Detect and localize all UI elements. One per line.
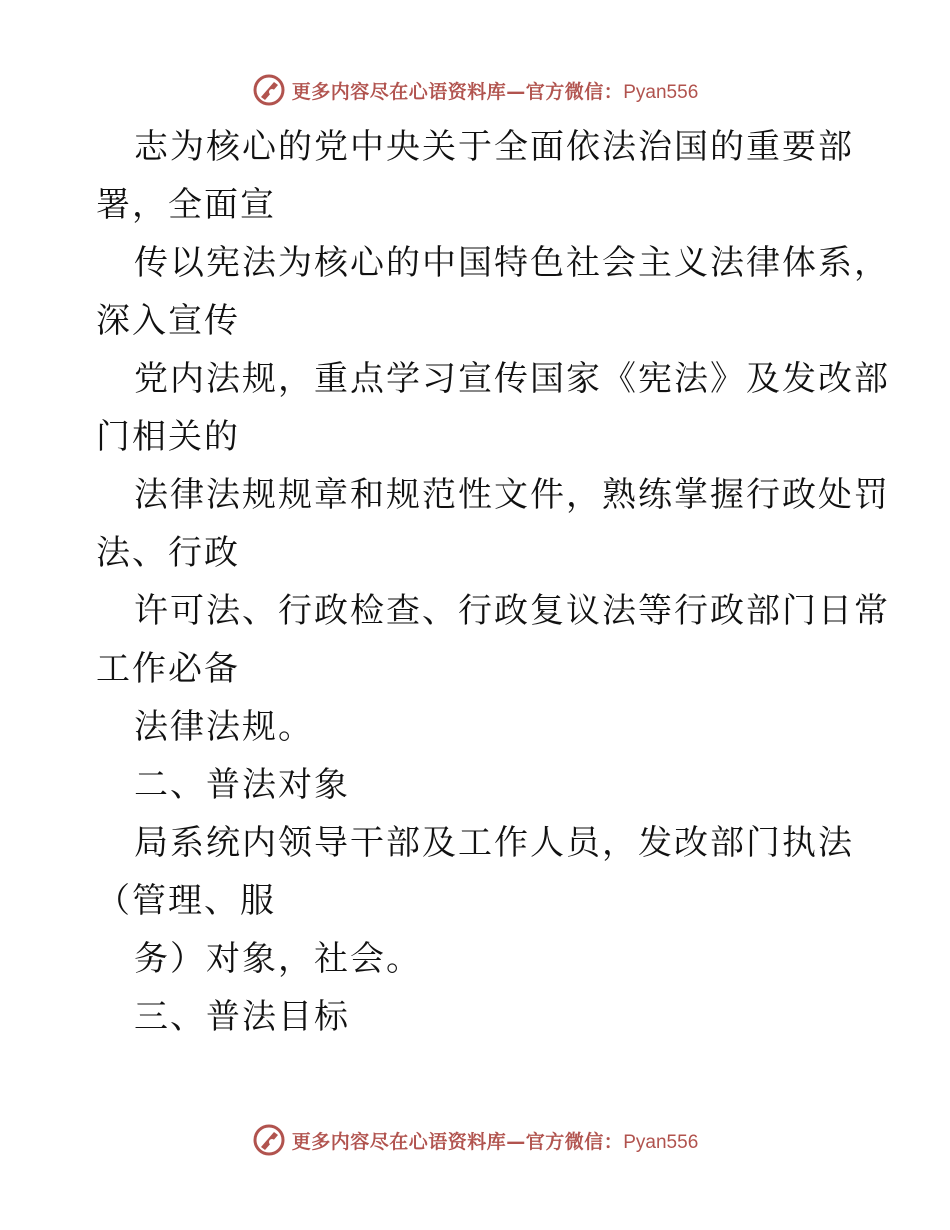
footer-watermark-text [292,1127,699,1154]
pen-seal-icon [252,1123,286,1157]
header-watermark-text [292,77,699,104]
footer-watermark-cn: 更多内容尽在心语资料库—官方微信： [291,1130,624,1153]
body-line: 二、普法对象 [134,765,350,805]
body-line: 工作必备 [96,649,240,689]
body-line: （管理、服 [96,881,276,921]
document-body [96,118,896,1046]
body-line: 党内法规，重点学习宣传国家《宪法》及发改部 [134,359,890,399]
footer-watermark [0,1120,950,1160]
body-line: 许可法、行政检查、行政复议法等行政部门日常 [134,591,890,631]
body-line: 深入宣传 [96,301,240,341]
body-line: 务）对象，社会。 [134,939,422,979]
body-line: 署，全面宣 [96,185,276,225]
header-watermark-id: Pyan556 [623,81,699,103]
body-line: 法、行政 [96,533,240,573]
body-line: 法律法规规章和规范性文件，熟练掌握行政处罚 [134,475,890,515]
header-watermark [0,70,950,110]
body-line: 门相关的 [96,417,240,457]
footer-watermark-id: Pyan556 [623,1131,699,1153]
pen-seal-icon [252,73,286,107]
body-line: 志为核心的党中央关于全面依法治国的重要部 [134,127,854,167]
body-line: 局系统内领导干部及工作人员，发改部门执法 [134,823,854,863]
body-line: 三、普法目标 [134,997,350,1037]
body-line: 传以宪法为核心的中国特色社会主义法律体系， [134,243,890,283]
header-watermark-cn: 更多内容尽在心语资料库—官方微信： [291,80,624,103]
body-line: 法律法规。 [134,707,314,747]
